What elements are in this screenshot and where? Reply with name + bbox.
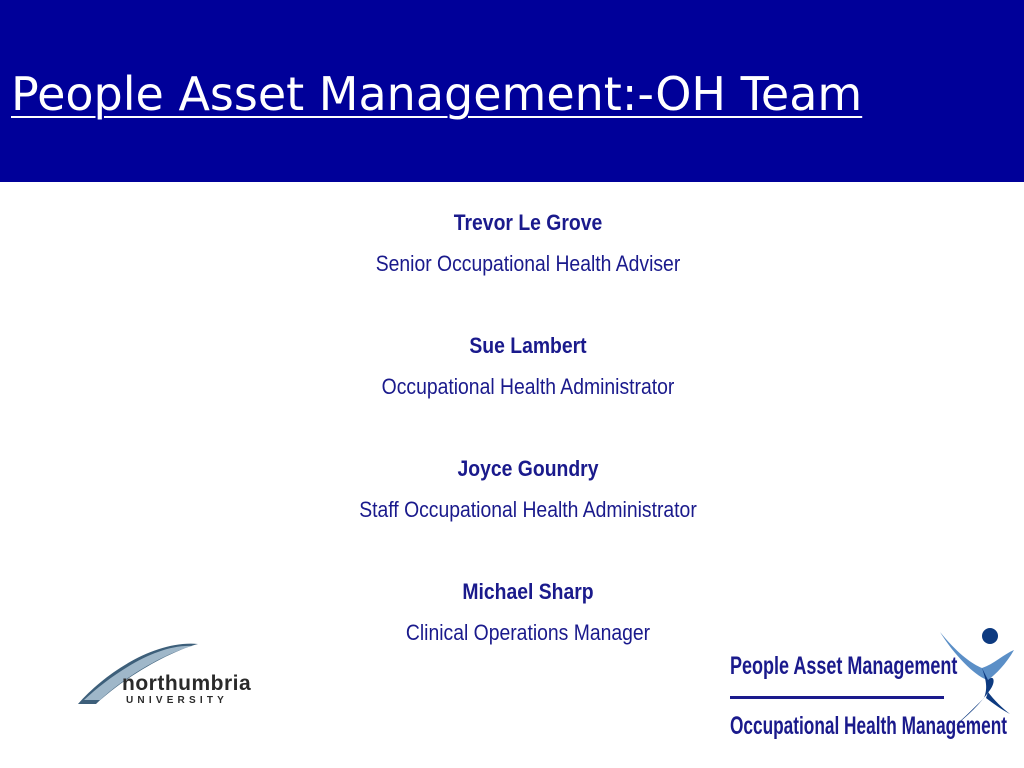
team-member [256,202,800,325]
member-name: Michael Sharp [462,579,594,604]
member-name: Joyce Goundry [457,456,599,481]
northumbria-university-logo [74,638,284,710]
logo-subtitle: UNIVERSITY [126,695,229,706]
pam-figure-icon [938,624,1014,756]
member-role: Occupational Health Administrator [381,374,675,399]
member-name: Trevor Le Grove [453,210,603,235]
member-role: Senior Occupational Health Adviser [375,251,681,276]
pam-logo-line2: Occupational Health Management [730,712,1008,740]
team-member [256,325,800,448]
team-member [256,448,800,571]
logo-wordmark: northumbria [122,672,252,695]
header-band [0,0,1024,182]
pam-logo [724,624,1014,756]
team-member [256,571,800,694]
pam-logo-line1: People Asset Management [730,652,958,680]
member-role: Staff Occupational Health Administrator [359,497,697,522]
slide-title: People Asset Management:-OH Team [11,67,863,121]
member-role: Clinical Operations Manager [405,620,651,645]
team-list [256,202,800,694]
pam-logo-rule [730,696,944,699]
member-name: Sue Lambert [469,333,587,358]
